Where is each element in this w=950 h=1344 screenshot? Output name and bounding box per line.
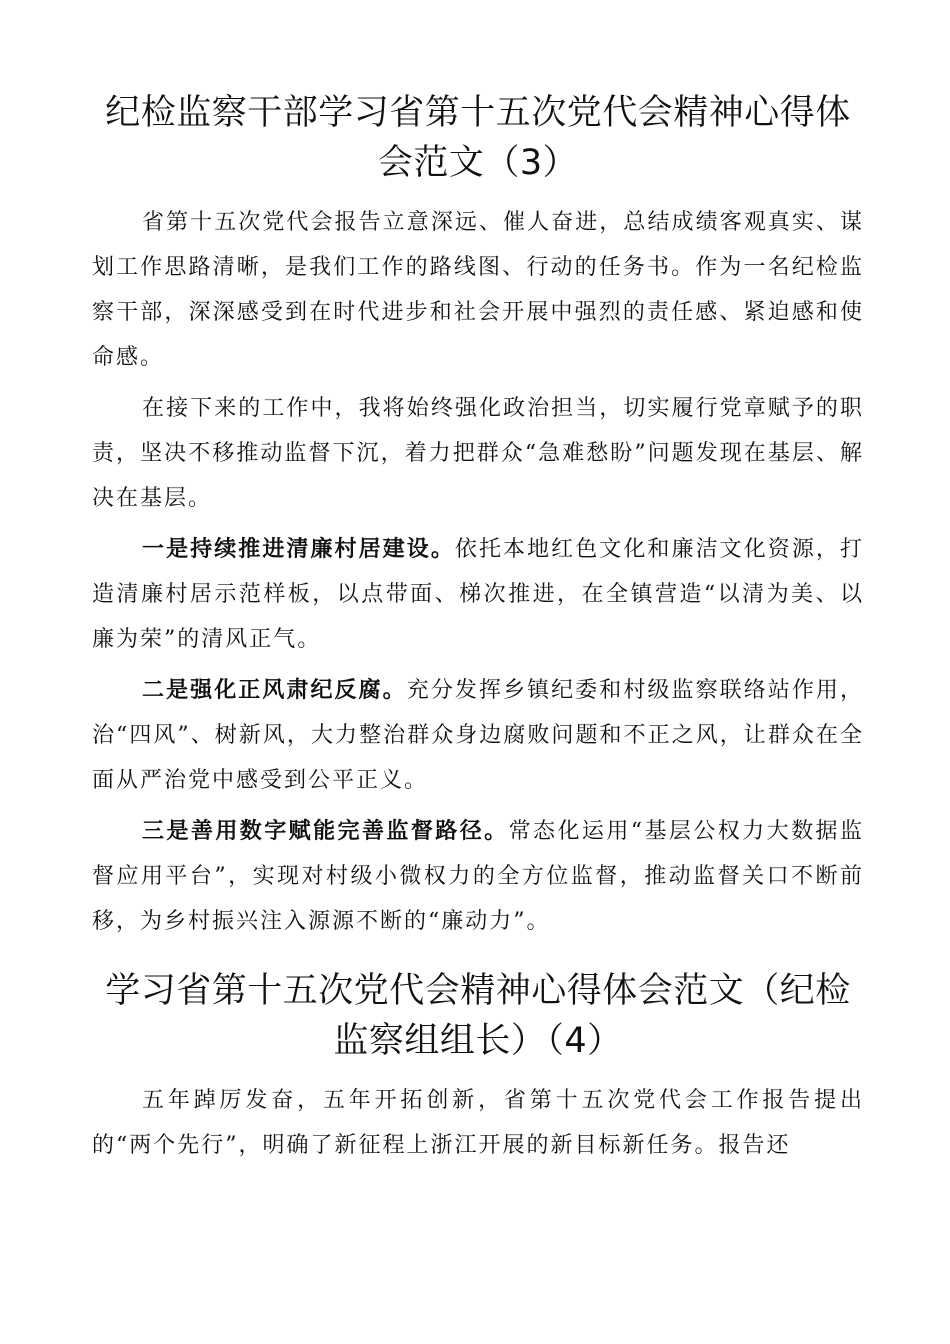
paragraph: 在接下来的工作中，我将始终强化政治担当，切实履行党章赋予的职责，坚决不移推动监督下沉，着力把群众“急难愁盼”问题发现在基层、解决在基层。	[92, 396, 864, 511]
paragraph: 五年踔厉发奋，五年开拓创新，省第十五次党代会工作报告提出的“两个先行”，明确了新征程上浙江开展的新目标新任务。报告还	[92, 1088, 864, 1158]
section-3-title	[92, 88, 864, 188]
paragraph-point-2: 二是强化正风肃纪反腐。充分发挥乡镇纪委和村级监察联络站作用，治“四风”、树新风，大力整治群众身边腐败问题和不正之风，让群众在全面从严治党中感受到公平正义。	[92, 678, 864, 793]
section-4-title-line-1: 学习省第十五次党代会精神心得体会范文（纪检	[105, 971, 851, 1011]
point-1-heading: 一是持续推进清廉村居建设。	[142, 537, 455, 562]
paragraph-point-3: 三是善用数字赋能完善监督路径。常态化运用“基层公权力大数据监督应用平台”，实现对村级小微权力的全方位监督，推动监督关口不断前移，为乡村振兴注入源源不断的“廉动力”。	[92, 819, 864, 934]
point-3-heading: 三是善用数字赋能完善监督路径。	[142, 819, 509, 844]
point-2-heading: 二是强化正风肃纪反腐。	[142, 678, 407, 703]
paragraph-point-1: 一是持续推进清廉村居建设。依托本地红色文化和廉洁文化资源，打造清廉村居示范样板，以点带面、梯次推进，在全镇营造“以清为美、以廉为荣”的清风正气。	[92, 537, 864, 652]
section-3-title-line-1: 纪检监察干部学习省第十五次党代会精神心得体	[105, 93, 851, 133]
section-4-title	[92, 966, 864, 1066]
document-page	[92, 88, 864, 1174]
section-4-title-line-2: 监察组组长）（4）	[333, 1021, 623, 1061]
paragraph: 省第十五次党代会报告立意深远、催人奋进，总结成绩客观真实、谋划工作思路清晰，是我们工作的路线图、行动的任务书。作为一名纪检监察干部，深深感受到在时代进步和社会开展中强烈的责任感、紧迫感和使命感。	[92, 210, 864, 370]
section-3-title-line-2: 会范文（3）	[377, 143, 579, 183]
